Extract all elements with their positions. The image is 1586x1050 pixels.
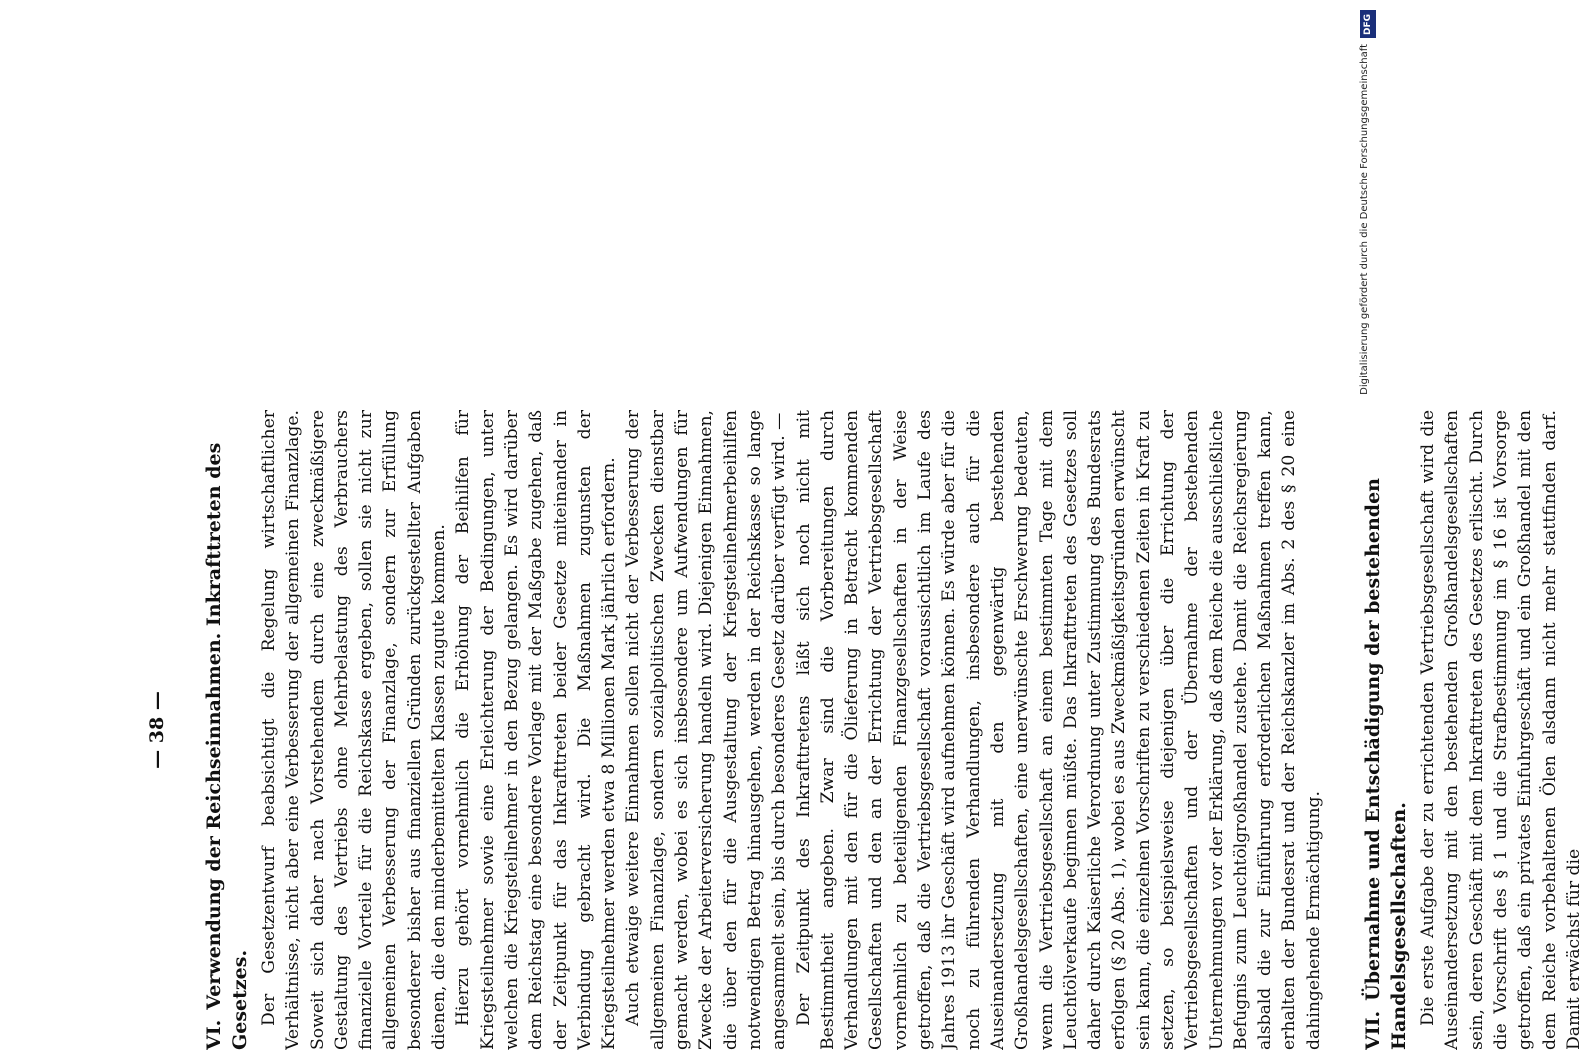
paragraph: Hierzu gehört vornehmlich die Erhöhung der Beihilfen für Kriegsteilnehmer sowie eine Erleichterung der Bedingungen, unter welchen die Kriegsteilnehmer in den Bezug gelangen. Es wird darüber dem Reichstag eine besondere Vorlage mit der Maßgabe zugehen, daß der Zeitpunkt für das Inkrafttreten beider Gesetze miteinander in Verbindung gebracht wird. Die Maßnahmen zugunsten der Kriegsteilnehmer werden etwa 8 Millionen Mark jährlich erfordern. [453, 410, 620, 1050]
section-spacer [1326, 410, 1352, 1050]
page-number: — 38 — [146, 691, 168, 769]
section-vi-numeral: VI. [203, 1019, 225, 1050]
digitization-credit: Digitalisierung gefördert durch die Deutsche Forschungsgemeinschaft [1359, 44, 1370, 395]
section-vi-heading [201, 410, 253, 1050]
section-vi-title: Verwendung der Reichseinnahmen. Inkrafttreten des Gesetzes. [203, 442, 251, 1050]
dfg-logo: DFG [1360, 10, 1376, 38]
section-vii-numeral: VII. [1362, 1010, 1385, 1050]
paragraph: Der Gesetzentwurf beabsichtigt die Regelung wirtschaftlicher Verhältnisse, nicht aber eine Verbesserung der allgemeinen Finanzlage. Soweit sich daher nach Vorstehendem durch eine zweckmäßigere Gestaltung des Vertriebs ohne Mehrbelastung des Verbrauchers finanzielle Vorteile für die Reichskasse ergeben, sollen sie nicht zur allgemeinen Verbesserung der Finanzlage, sondern zur Erfüllung besonderer bisher aus finanziellen Gründen zurückgestellter Aufgaben dienen, die den minderbemittelten Klassen zugute kommen. [259, 410, 450, 1050]
section-vii-title: Übernahme und Entschädigung der bestehenden Handelsgesellschaften. [1362, 478, 1411, 1050]
rotated-page [145, 410, 1584, 1050]
dfg-sidebar [1355, 0, 1383, 1000]
paragraph: Die erste Aufgabe der zu errichtenden Vertriebsgesellschaft wird die Auseinandersetzung mit den bestehenden Großhandelsgesellschaften sein, deren Geschäft mit dem Inkrafttreten des Gesetzes erlischt. Durch die Vorschrift des § 1 und die Strafbestimmung im § 16 ist Vorsorge getroffen, daß ein privates Einfuhrgeschäft und ein Großhandel mit den dem Reiche vorbehaltenen Ölen alsdann nicht mehr stattfinden darf. Damit erwächst für die [1418, 410, 1584, 1050]
paragraph: Auch etwaige weitere Einnahmen sollen nicht der Verbesserung der allgemeinen Finanzlage, sondern sozialpolitischen Zwecken dienstbar gemacht werden, wobei es sich insbesondere um Aufwendungen für Zwecke der Arbeiterversicherung handeln wird. Diejenigen Einnahmen, die über den für die Ausgestaltung der Kriegsteilnehmerbeihilfen notwendigen Betrag hinausgehen, werden in der Reichskasse so lange angesammelt sein, bis durch besonderes Gesetz darüber verfügt wird. — [623, 410, 790, 1050]
paragraph: Der Zeitpunkt des Inkrafttretens läßt sich noch nicht mit Bestimmtheit angeben. Zwar sind die Vorbereitungen durch Verhandlungen mit den für die Ölieferung in Betracht kommenden Gesellschaften und den an der Errichtung der Vertriebsgesellschaft vornehmlich zu beteiligenden Finanzgesellschaften in der Weise getroffen, daß die Vertriebsgesellschaft voraussichtlich im Laufe des Jahres 1913 ihr Geschäft wird aufnehmen können. Es würde aber für die noch zu führenden Verhandlungen, insbesondere auch für die Auseinandersetzung mit den gegenwärtig bestehenden Großhandelsgesellschaften, eine unerwünschte Erschwerung bedeuten, wenn die Vertriebsgesellschaft an einem bestimmten Tage mit dem Leuchtölverkaufe beginnen müßte. Das Inkrafttreten des Gesetzes soll daher durch Kaiserliche Verordnung unter Zustimmung des Bundesrats erfolgen (§ 20 Abs. 1), wobei es aus Zweckmäßigkeitsgründen erwünscht sein kann, die einzelnen Vorschriften zu verschiedenen Zeiten in Kraft zu setzen, so beispielsweise diejenigen über die Errichtung der Vertriebsgesellschaften und der Übernahme der bestehenden Unternehmungen vor der Erklärung, daß dem Reiche die ausschließliche Befugnis zum Leuchtölgroßhandel zustehe. Damit die Reichsregierung alsbald die zur Einführung erforderlichen Maßnahmen treffen kann, erhalten der Bundesrat und der Reichskanzler im Abs. 2 des § 20 eine dahingehende Ermächtigung. [793, 410, 1324, 1050]
